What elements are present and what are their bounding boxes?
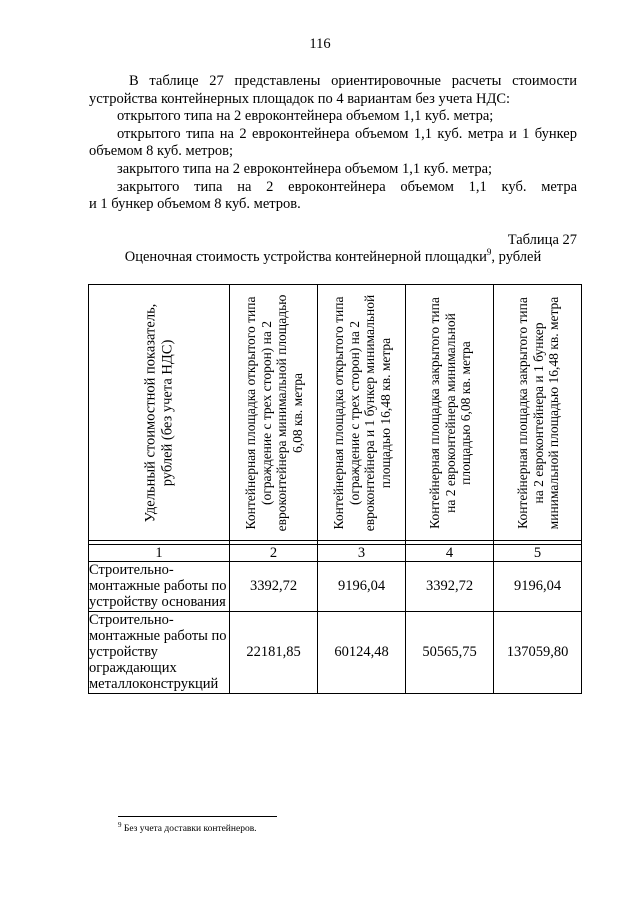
header-text: Удельный стоимостной показатель, рублей (без учета НДС) [142, 303, 175, 522]
row-label: Строительно-монтажные работы по устройству ограждающих металлоконструкций [89, 611, 230, 693]
variant-item-3: закрытого типа на 2 евроконтейнера объемом 1,1 куб. метра; [117, 160, 493, 177]
intro-paragraph-cont: устройства контейнерных площадок по 4 вариантам без учета НДС: [89, 90, 511, 107]
table-row [89, 562, 582, 612]
column-number-row [89, 545, 582, 562]
cost-table [88, 284, 582, 694]
cell-value: 3392,72 [406, 562, 494, 612]
table-caption-tail: , рублей [491, 249, 542, 265]
footnote-divider [118, 816, 277, 817]
header-text: Контейнерная площадка открытого типа (ограждение с трех сторон) на 2 евроконтейнера минимальной площадью 6,08 кв. метра [242, 294, 304, 531]
intro-paragraph: В таблице 27 представлены ориентировочные расчеты стоимости [129, 73, 577, 89]
table-caption [89, 249, 577, 266]
variant-item-1: открытого типа на 2 евроконтейнера объемом 1,1 куб. метра; [117, 108, 494, 125]
header-cell [318, 285, 406, 541]
intro-text [89, 73, 577, 214]
cell-value: 137059,80 [494, 611, 582, 693]
footnote-ref: 9 [486, 247, 492, 258]
header-cell [406, 285, 494, 541]
cell-value: 22181,85 [230, 611, 318, 693]
column-number: 3 [318, 545, 406, 562]
row-label: Строительно-монтажные работы по устройству основания [89, 562, 230, 612]
column-number: 4 [406, 545, 494, 562]
variant-item-2: открытого типа на 2 евроконтейнера объемом 1,1 куб. метра и 1 бункер [117, 125, 577, 142]
column-number: 5 [494, 545, 582, 562]
cell-value: 3392,72 [230, 562, 318, 612]
header-cell [494, 285, 582, 541]
table-header-row [89, 285, 582, 541]
cell-value: 9196,04 [318, 562, 406, 612]
table-label: Таблица 27 [507, 232, 577, 248]
variant-item-4: закрытого типа на 2 евроконтейнера объемом 1,1 куб. метра [117, 178, 577, 195]
table-row [89, 611, 582, 693]
table-caption-text: Оценочная стоимость устройства контейнерной площадки [124, 249, 487, 265]
footnote [118, 821, 257, 834]
footnote-mark: 9 [118, 821, 122, 829]
header-text: Контейнерная площадка открытого типа (ограждение с трех сторон) на 2 евроконтейнера и 1 бункер минимальной площадью 16,48 кв. метра [330, 294, 392, 531]
variant-item-4-cont: и 1 бункер объемом 8 куб. метров. [89, 196, 301, 213]
column-number: 1 [89, 545, 230, 562]
header-text: Контейнерная площадка закрытого типа на 2 евроконтейнера и 1 бункер минимальной площадью 16,48 кв. метра [514, 296, 561, 529]
variant-item-2-cont: объемом 8 куб. метров; [89, 143, 234, 160]
header-cell [230, 285, 318, 541]
page-number: 116 [309, 36, 331, 52]
cell-value: 9196,04 [494, 562, 582, 612]
header-cell [89, 285, 230, 541]
header-text: Контейнерная площадка закрытого типа на 2 евроконтейнера минимальной площадью 6,08 кв. метра [426, 296, 473, 529]
footnote-text: Без учета доставки контейнеров. [123, 824, 257, 835]
cell-value: 50565,75 [406, 611, 494, 693]
column-number: 2 [230, 545, 318, 562]
cell-value: 60124,48 [318, 611, 406, 693]
